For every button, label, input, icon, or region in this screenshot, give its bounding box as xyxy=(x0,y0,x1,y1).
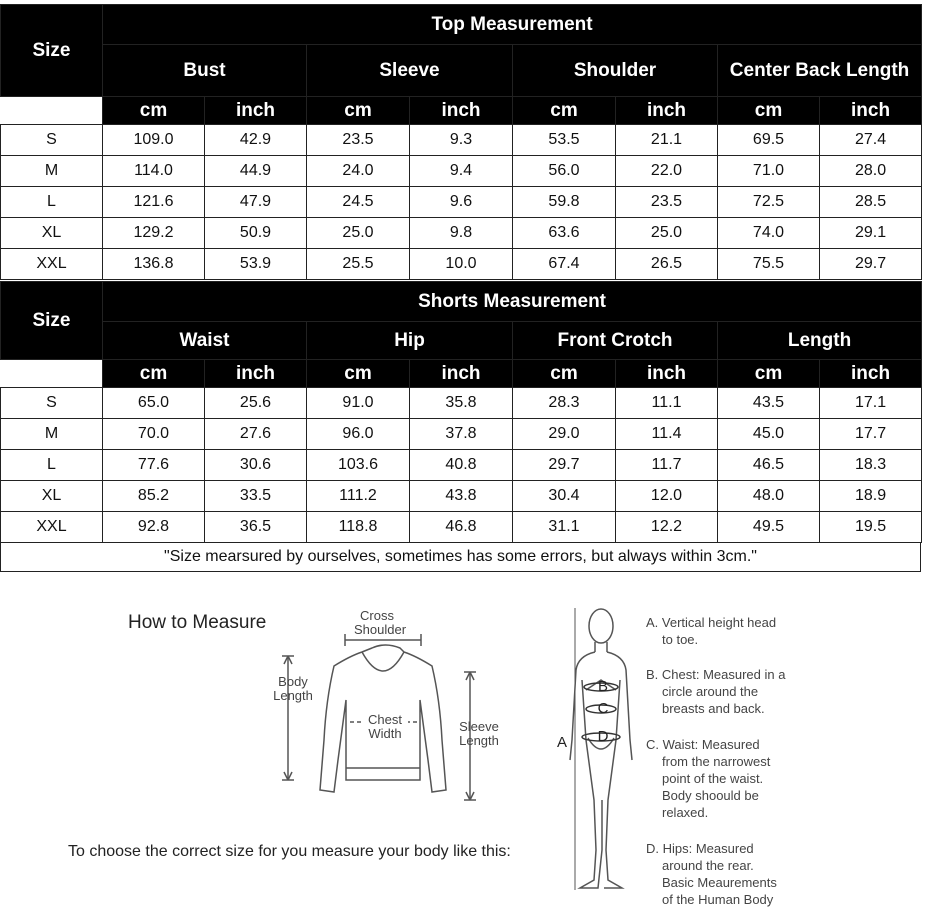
value-cell: 30.6 xyxy=(205,450,307,481)
table-row xyxy=(1,125,922,156)
value-cell: 53.9 xyxy=(205,249,307,280)
group-header: Front Crotch xyxy=(513,322,718,360)
unit-header: inch xyxy=(616,97,718,125)
value-cell: 18.9 xyxy=(820,481,922,512)
table-row xyxy=(1,249,922,280)
table-title: Top Measurement xyxy=(103,5,922,45)
value-cell: 114.0 xyxy=(103,156,205,187)
shorts-measurement-table xyxy=(0,281,922,543)
group-header: Shoulder xyxy=(513,45,718,97)
value-cell: 49.5 xyxy=(718,512,820,543)
value-cell: 43.5 xyxy=(718,388,820,419)
unit-header: inch xyxy=(410,97,513,125)
value-cell: 118.8 xyxy=(307,512,410,543)
value-cell: 74.0 xyxy=(718,218,820,249)
value-cell: 22.0 xyxy=(616,156,718,187)
top-measurement-table xyxy=(0,4,922,280)
value-cell: 21.1 xyxy=(616,125,718,156)
value-cell: 11.4 xyxy=(616,419,718,450)
group-header: Length xyxy=(718,322,922,360)
value-cell: 28.0 xyxy=(820,156,922,187)
unit-header: cm xyxy=(103,360,205,388)
table-row xyxy=(1,218,922,249)
unit-header: cm xyxy=(513,360,616,388)
value-cell: 25.0 xyxy=(616,218,718,249)
value-cell: 72.5 xyxy=(718,187,820,218)
value-cell: 17.1 xyxy=(820,388,922,419)
value-cell: 27.4 xyxy=(820,125,922,156)
value-cell: 23.5 xyxy=(616,187,718,218)
value-cell: 9.8 xyxy=(410,218,513,249)
value-cell: 44.9 xyxy=(205,156,307,187)
table-row xyxy=(1,450,922,481)
table-row xyxy=(1,156,922,187)
value-cell: 92.8 xyxy=(103,512,205,543)
value-cell: 28.5 xyxy=(820,187,922,218)
sleeve-length-label: Sleeve Length xyxy=(459,719,499,748)
value-cell: 29.7 xyxy=(513,450,616,481)
value-cell: 11.1 xyxy=(616,388,718,419)
table-row xyxy=(1,419,922,450)
value-cell: 103.6 xyxy=(307,450,410,481)
value-cell: 12.0 xyxy=(616,481,718,512)
value-cell: 121.6 xyxy=(103,187,205,218)
value-cell: 29.0 xyxy=(513,419,616,450)
unit-header: cm xyxy=(307,360,410,388)
value-cell: 25.0 xyxy=(307,218,410,249)
size-cell: XXL xyxy=(1,249,103,280)
note-d: D. Hips: Measured around the rear. Basic Meaurements of the Human Body xyxy=(646,841,777,907)
value-cell: 24.5 xyxy=(307,187,410,218)
how-to-measure-title: How to Measure xyxy=(128,612,267,633)
value-cell: 28.3 xyxy=(513,388,616,419)
value-cell: 29.1 xyxy=(820,218,922,249)
group-header: Center Back Length xyxy=(718,45,922,97)
value-cell: 53.5 xyxy=(513,125,616,156)
letter-d: D xyxy=(597,728,609,745)
size-cell: XL xyxy=(1,218,103,249)
blank-cell xyxy=(1,97,103,125)
value-cell: 17.7 xyxy=(820,419,922,450)
table-row xyxy=(1,481,922,512)
value-cell: 67.4 xyxy=(513,249,616,280)
value-cell: 45.0 xyxy=(718,419,820,450)
value-cell: 48.0 xyxy=(718,481,820,512)
blank-cell xyxy=(1,360,103,388)
letter-a: A xyxy=(556,734,567,751)
value-cell: 35.8 xyxy=(410,388,513,419)
table-row xyxy=(1,388,922,419)
table-title: Shorts Measurement xyxy=(103,282,922,322)
sweater-collar xyxy=(362,652,404,671)
value-cell: 43.8 xyxy=(410,481,513,512)
unit-header: cm xyxy=(513,97,616,125)
size-header: Size xyxy=(1,5,103,97)
value-cell: 47.9 xyxy=(205,187,307,218)
unit-header: inch xyxy=(616,360,718,388)
value-cell: 56.0 xyxy=(513,156,616,187)
unit-header: inch xyxy=(410,360,513,388)
unit-header: inch xyxy=(820,360,922,388)
chest-width-label: Chest Width xyxy=(362,713,408,741)
value-cell: 71.0 xyxy=(718,156,820,187)
figure-neck xyxy=(595,642,607,652)
value-cell: 18.3 xyxy=(820,450,922,481)
group-header: Bust xyxy=(103,45,307,97)
size-cell: M xyxy=(1,419,103,450)
value-cell: 11.7 xyxy=(616,450,718,481)
value-cell: 69.5 xyxy=(718,125,820,156)
size-cell: L xyxy=(1,450,103,481)
size-cell: S xyxy=(1,388,103,419)
value-cell: 25.5 xyxy=(307,249,410,280)
group-header: Sleeve xyxy=(307,45,513,97)
size-cell: M xyxy=(1,156,103,187)
cross-shoulder-label: Cross Shoulder xyxy=(354,608,407,637)
value-cell: 96.0 xyxy=(307,419,410,450)
unit-header: cm xyxy=(103,97,205,125)
value-cell: 9.4 xyxy=(410,156,513,187)
unit-header: inch xyxy=(205,360,307,388)
value-cell: 40.8 xyxy=(410,450,513,481)
group-header: Waist xyxy=(103,322,307,360)
value-cell: 42.9 xyxy=(205,125,307,156)
value-cell: 9.3 xyxy=(410,125,513,156)
value-cell: 29.7 xyxy=(820,249,922,280)
value-cell: 37.8 xyxy=(410,419,513,450)
unit-header: cm xyxy=(718,360,820,388)
value-cell: 59.8 xyxy=(513,187,616,218)
unit-header: inch xyxy=(205,97,307,125)
value-cell: 85.2 xyxy=(103,481,205,512)
table-row xyxy=(1,512,922,543)
letter-b: B xyxy=(597,678,608,695)
value-cell: 50.9 xyxy=(205,218,307,249)
letter-c: C xyxy=(597,700,609,717)
value-cell: 63.6 xyxy=(513,218,616,249)
value-cell: 65.0 xyxy=(103,388,205,419)
value-cell: 19.5 xyxy=(820,512,922,543)
group-header: Hip xyxy=(307,322,513,360)
table-row xyxy=(1,187,922,218)
size-header: Size xyxy=(1,282,103,360)
value-cell: 75.5 xyxy=(718,249,820,280)
value-cell: 12.2 xyxy=(616,512,718,543)
size-cell: XL xyxy=(1,481,103,512)
value-cell: 30.4 xyxy=(513,481,616,512)
value-cell: 9.6 xyxy=(410,187,513,218)
value-cell: 10.0 xyxy=(410,249,513,280)
measurement-note: "Size mearsured by ourselves, sometimes has some errors, but always within 3cm." xyxy=(0,542,921,572)
unit-header: inch xyxy=(820,97,922,125)
unit-header: cm xyxy=(307,97,410,125)
value-cell: 91.0 xyxy=(307,388,410,419)
value-cell: 36.5 xyxy=(205,512,307,543)
body-length-label: Body Length xyxy=(273,674,313,703)
value-cell: 70.0 xyxy=(103,419,205,450)
figure-head xyxy=(589,609,613,643)
note-c: C. Waist: Measured from the narrowest point of the waist. Body shoould be relaxed. xyxy=(646,737,771,820)
choose-size-instruction: To choose the correct size for you measure your body like this: xyxy=(68,843,511,860)
value-cell: 33.5 xyxy=(205,481,307,512)
value-cell: 26.5 xyxy=(616,249,718,280)
note-a: A. Vertical height head to toe. xyxy=(646,615,777,647)
value-cell: 46.8 xyxy=(410,512,513,543)
value-cell: 23.5 xyxy=(307,125,410,156)
size-cell: S xyxy=(1,125,103,156)
unit-header: cm xyxy=(718,97,820,125)
value-cell: 24.0 xyxy=(307,156,410,187)
value-cell: 31.1 xyxy=(513,512,616,543)
value-cell: 109.0 xyxy=(103,125,205,156)
size-cell: L xyxy=(1,187,103,218)
value-cell: 46.5 xyxy=(718,450,820,481)
note-b: B. Chest: Measured in a circle around the breasts and back. xyxy=(646,667,786,716)
value-cell: 77.6 xyxy=(103,450,205,481)
value-cell: 25.6 xyxy=(205,388,307,419)
size-cell: XXL xyxy=(1,512,103,543)
value-cell: 129.2 xyxy=(103,218,205,249)
value-cell: 27.6 xyxy=(205,419,307,450)
value-cell: 111.2 xyxy=(307,481,410,512)
value-cell: 136.8 xyxy=(103,249,205,280)
